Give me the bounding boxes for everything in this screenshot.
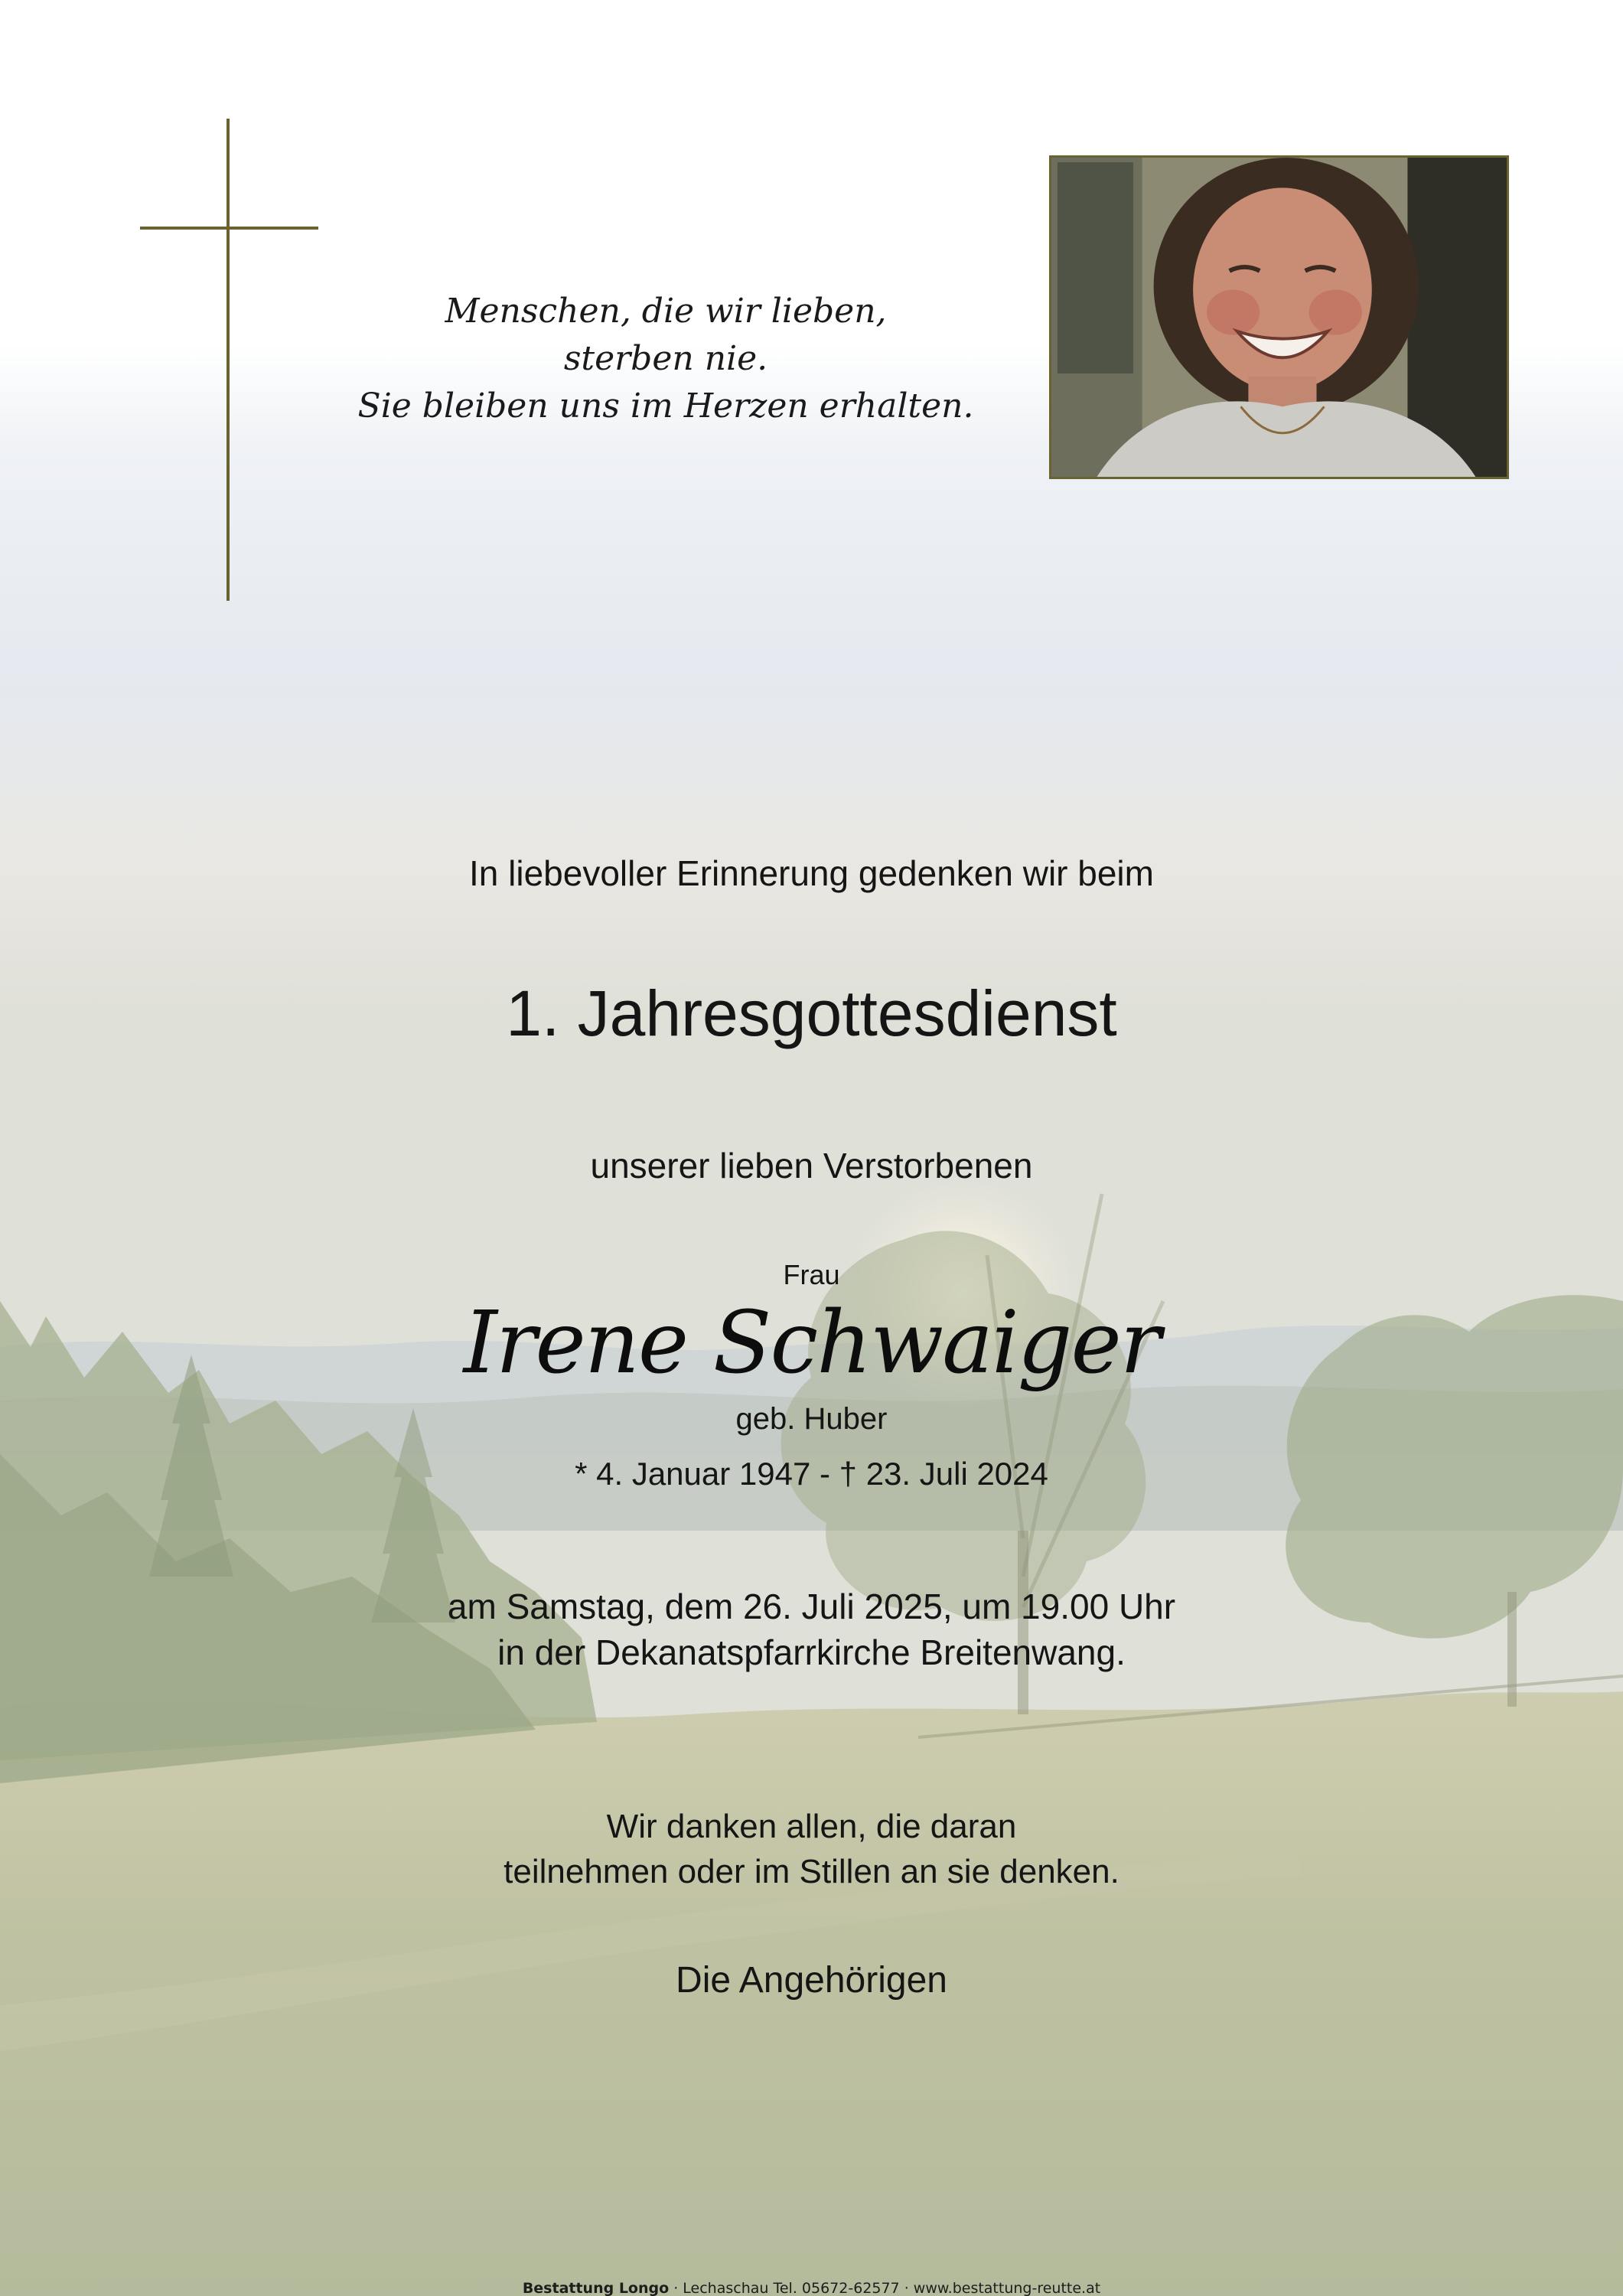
life-dates: * 4. Januar 1947 - † 23. Juli 2024 (575, 1456, 1048, 1492)
service-date: am Samstag, dem 26. Juli 2025, um 19.00 Uhr (447, 1587, 1176, 1626)
salutation: Frau (783, 1259, 840, 1290)
subtitle-text: unserer lieben Verstorbenen (590, 1146, 1033, 1186)
footer-website[interactable]: www.bestattung-reutte.at (913, 2280, 1101, 2296)
service-location: in der Dekanatspfarrkirche Breitenwang. (497, 1632, 1126, 1672)
thanks-line-2: teilnehmen oder im Stillen an sie denken. (504, 1853, 1119, 1890)
footer-location: Lechaschau Tel. 05672-62577 (683, 2280, 900, 2296)
footer (0, 2280, 1623, 2296)
footer-separator: · (669, 2280, 683, 2296)
thanks-line-1: Wir danken allen, die daran (606, 1808, 1017, 1845)
memorial-quote (321, 288, 1010, 430)
quote-line-1: Menschen, die wir lieben, (445, 292, 887, 331)
footer-separator-2: · (899, 2280, 914, 2296)
birth-name: geb. Huber (735, 1402, 888, 1436)
quote-line-3: Sie bleiben uns im Herzen erhalten. (357, 386, 974, 426)
service-title: 1. Jahresgottesdienst (506, 977, 1117, 1049)
signature: Die Angehörigen (676, 1960, 947, 2001)
portrait-photo (1049, 155, 1509, 479)
footer-company: Bestattung Longo (522, 2280, 670, 2296)
intro-text: In liebevoller Erinnerung gedenken wir beim (469, 853, 1154, 893)
deceased-name: Irene Schwaiger (463, 1293, 1160, 1393)
quote-line-2: sterben nie. (563, 339, 768, 378)
